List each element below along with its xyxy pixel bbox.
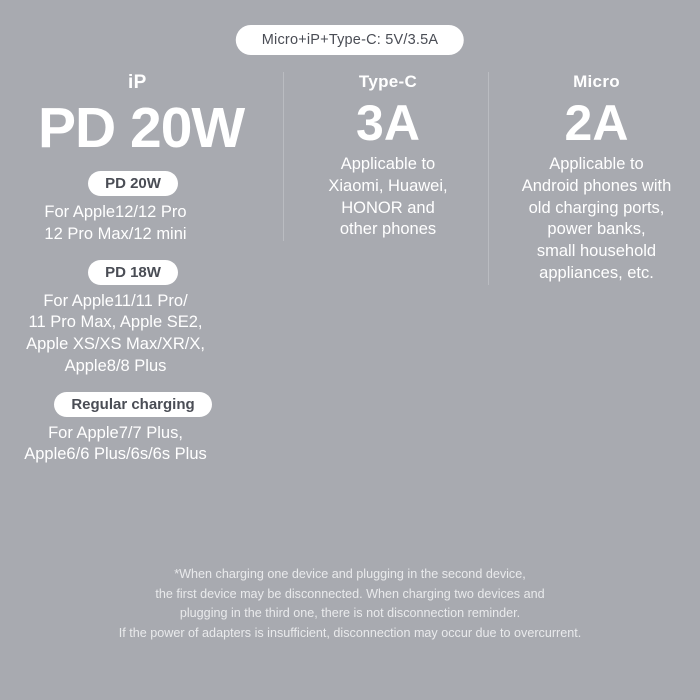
column-ip-value: PD 20W — [38, 96, 245, 160]
ip-block-1-line-2: 12 Pro Max/12 mini — [44, 224, 187, 243]
ip-block-3-line-1: For Apple7/7 Plus, — [48, 423, 183, 442]
column-ip — [0, 72, 283, 466]
micro-line-3: old charging ports, — [528, 198, 665, 217]
footnote — [0, 565, 700, 643]
column-typec-value: 3A — [356, 95, 420, 151]
footnote-line-1: *When charging one device and plugging in the second device, — [174, 567, 526, 581]
badge-pd-20w: PD 20W — [88, 171, 178, 196]
ip-block-2-line-4: Apple8/8 Plus — [64, 356, 167, 375]
ip-block-2-line-3: Apple XS/XS Max/XR/X, — [26, 335, 205, 354]
column-ip-title: iP — [128, 72, 147, 93]
typec-line-4: other phones — [339, 220, 437, 239]
column-typec-title: Type-C — [358, 72, 418, 91]
column-micro-value: 2A — [564, 95, 629, 151]
micro-line-5: small household — [536, 242, 657, 261]
micro-line-6: appliances, etc. — [539, 263, 654, 282]
column-micro — [488, 72, 700, 285]
ip-block-1-line-1: For Apple12/12 Pro — [44, 203, 187, 221]
badge-pd-18w: PD 18W — [88, 260, 178, 285]
ip-block-2 — [18, 246, 283, 378]
footnote-line-4: If the power of adapters is insufficient, disconnection may occur due to overcurrent. — [118, 625, 582, 640]
micro-line-4: power banks, — [547, 220, 646, 239]
status-badge: Micro+iP+Type-C: 5V/3.5A — [236, 25, 464, 55]
ip-block-2-line-2: 11 Pro Max, Apple SE2, — [28, 313, 203, 332]
ip-block-2-line-1: For Apple11/11 Pro/ — [43, 291, 188, 310]
column-typec — [283, 72, 488, 241]
spec-columns — [0, 72, 700, 466]
badge-regular-charging: Regular charging — [54, 392, 211, 417]
ip-block-3-line-2: Apple6/6 Plus/6s/6s Plus — [24, 445, 207, 464]
ip-block-3 — [18, 378, 283, 467]
footnote-line-3: plugging in the third one, there is not disconnection reminder. — [179, 606, 521, 621]
footnote-line-2: the first device may be disconnected. When charging two devices and — [155, 586, 545, 601]
typec-line-2: Xiaomi, Huawei, — [328, 176, 448, 195]
ip-block-1 — [18, 157, 283, 246]
micro-line-1: Applicable to — [549, 155, 644, 173]
micro-line-2: Android phones with — [521, 176, 672, 195]
typec-line-3: HONOR and — [341, 198, 435, 217]
typec-line-1: Applicable to — [340, 155, 436, 173]
column-micro-title: Micro — [573, 72, 620, 91]
micro-desc — [493, 154, 700, 285]
typec-desc — [288, 154, 488, 241]
